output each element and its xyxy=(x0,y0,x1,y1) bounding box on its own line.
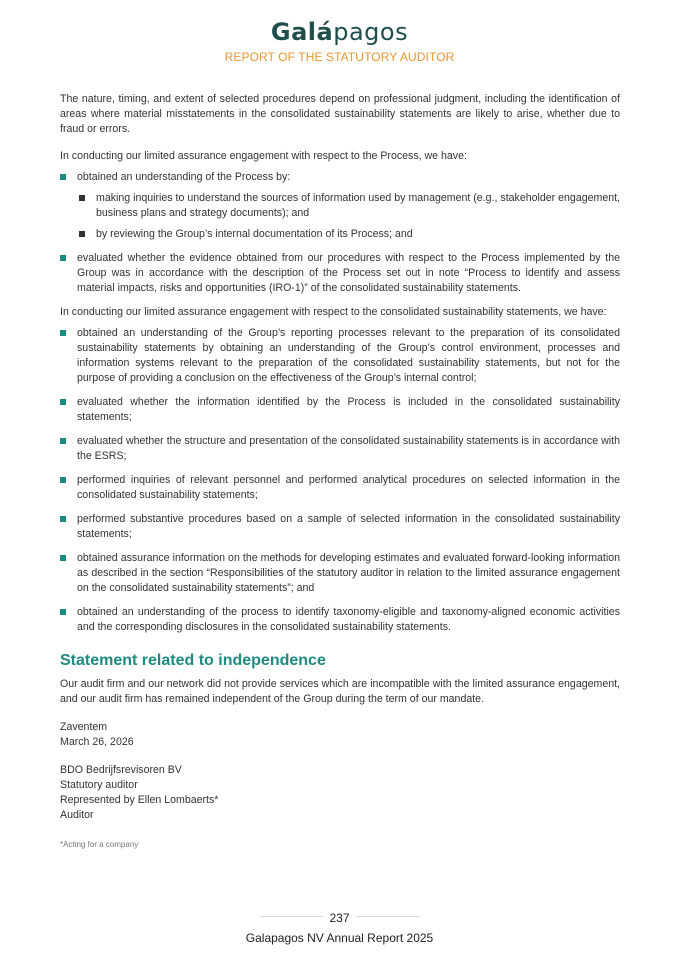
auditor-role: Statutory auditor xyxy=(60,779,138,791)
representative: Represented by Ellen Lombaerts* xyxy=(60,794,219,806)
list-item xyxy=(60,326,620,386)
place: Zaventem xyxy=(60,721,108,733)
square-bullet-icon xyxy=(60,609,66,615)
independence-paragraph: Our audit firm and our network did not provide services which are incompatible with the limited assurance engagement, and our audit firm has remained independent of the Group during the term of our mandate. xyxy=(60,678,620,705)
sub-list-item-text: by reviewing the Group’s internal documentation of its Process; and xyxy=(96,228,413,240)
list-item xyxy=(60,473,620,503)
process-list xyxy=(60,170,620,296)
list-item xyxy=(60,251,620,296)
process-intro: In conducting our limited assurance engagement with respect to the Process, we have: xyxy=(60,150,467,162)
list-item xyxy=(60,434,620,464)
square-bullet-icon xyxy=(60,255,66,261)
footer-title: Galapagos NV Annual Report 2025 xyxy=(245,931,434,945)
square-bullet-icon xyxy=(60,555,66,561)
auditor-title: Auditor xyxy=(60,809,94,821)
place-date-block xyxy=(60,720,620,750)
galapagos-logo xyxy=(0,18,679,46)
footnote: *Acting for a company xyxy=(60,840,139,849)
list-item-text: performed inquiries of relevant personnel and performed analytical procedures on selected information in the consolidated sustainability statements; xyxy=(77,474,620,501)
square-bullet-icon xyxy=(60,438,66,444)
firm-name: BDO Bedrijfsrevisoren BV xyxy=(60,764,182,776)
process-sublist xyxy=(77,191,620,242)
logo-light-part: pagos xyxy=(333,18,409,46)
page-number: 237 xyxy=(323,911,355,925)
list-item xyxy=(60,551,620,596)
list-item-text: performed substantive procedures based on a sample of selected information in the consolidated sustainability statements; xyxy=(77,513,620,540)
sub-list-item-text: making inquiries to understand the sources of information used by management (e.g., stakeholder engagement, business plans and strategy documents); and xyxy=(96,192,620,219)
list-item-text: obtained an understanding of the Process by: xyxy=(77,171,291,183)
square-bullet-icon xyxy=(60,477,66,483)
list-item xyxy=(60,605,620,635)
statements-intro: In conducting our limited assurance engagement with respect to the consolidated sustainability statements, we have: xyxy=(60,306,607,318)
intro-paragraph: The nature, timing, and extent of selected procedures depend on professional judgment, including the identification of areas where material misstatements in the consolidated sustainability statements are likely to arise, whether due to fraud or errors. xyxy=(60,93,620,135)
square-bullet-icon xyxy=(60,174,66,180)
square-bullet-icon xyxy=(60,330,66,336)
signature-block xyxy=(60,763,620,823)
statements-list xyxy=(60,326,620,635)
square-bullet-icon xyxy=(60,516,66,522)
list-item-text: evaluated whether the evidence obtained from our procedures with respect to the Process implemented by the Group was in accordance with the description of the Process set out in note “Process to identify and assess material impacts, risks and opportunities (IRO-1)” of the consolidated sustainability statements. xyxy=(77,252,620,294)
sub-list-item xyxy=(77,191,620,221)
list-item-text: obtained an understanding of the process to identify taxonomy-eligible and taxonomy-aligned economic activities and the corresponding disclosures in the consolidated sustainability statements. xyxy=(77,606,620,633)
sub-list-item xyxy=(77,227,620,242)
list-item-text: obtained assurance information on the methods for developing estimates and evaluated forward-looking information as described in the section “Responsibilities of the statutory auditor in relation to the limited assurance engagement on the consolidated sustainability statements”; and xyxy=(77,552,620,594)
list-item xyxy=(60,170,620,242)
list-item xyxy=(60,512,620,542)
main-content xyxy=(60,92,620,852)
date: March 26, 2026 xyxy=(60,736,134,748)
list-item-text: obtained an understanding of the Group’s reporting processes relevant to the preparation of its consolidated sustainability statements by obtaining an understanding of the Group’s control environment, processes and information systems relevant to the preparation of the consolidated sustainability statements, but not for the purpose of providing a conclusion on the effectiveness of the Group’s internal control; xyxy=(77,327,620,384)
logo-bold-part: Galá xyxy=(270,18,334,46)
square-bullet-icon xyxy=(79,231,85,237)
independence-heading: Statement related to independence xyxy=(60,652,326,669)
list-item-text: evaluated whether the information identified by the Process is included in the consolidated sustainability statements; xyxy=(77,396,620,423)
list-item-text: evaluated whether the structure and presentation of the consolidated sustainability statements is in accordance with the ESRS; xyxy=(77,435,620,462)
square-bullet-icon xyxy=(79,195,85,201)
report-title: REPORT OF THE STATUTORY AUDITOR xyxy=(224,50,455,64)
page-header xyxy=(0,18,679,64)
list-item xyxy=(60,395,620,425)
page-footer xyxy=(0,908,679,945)
square-bullet-icon xyxy=(60,399,66,405)
